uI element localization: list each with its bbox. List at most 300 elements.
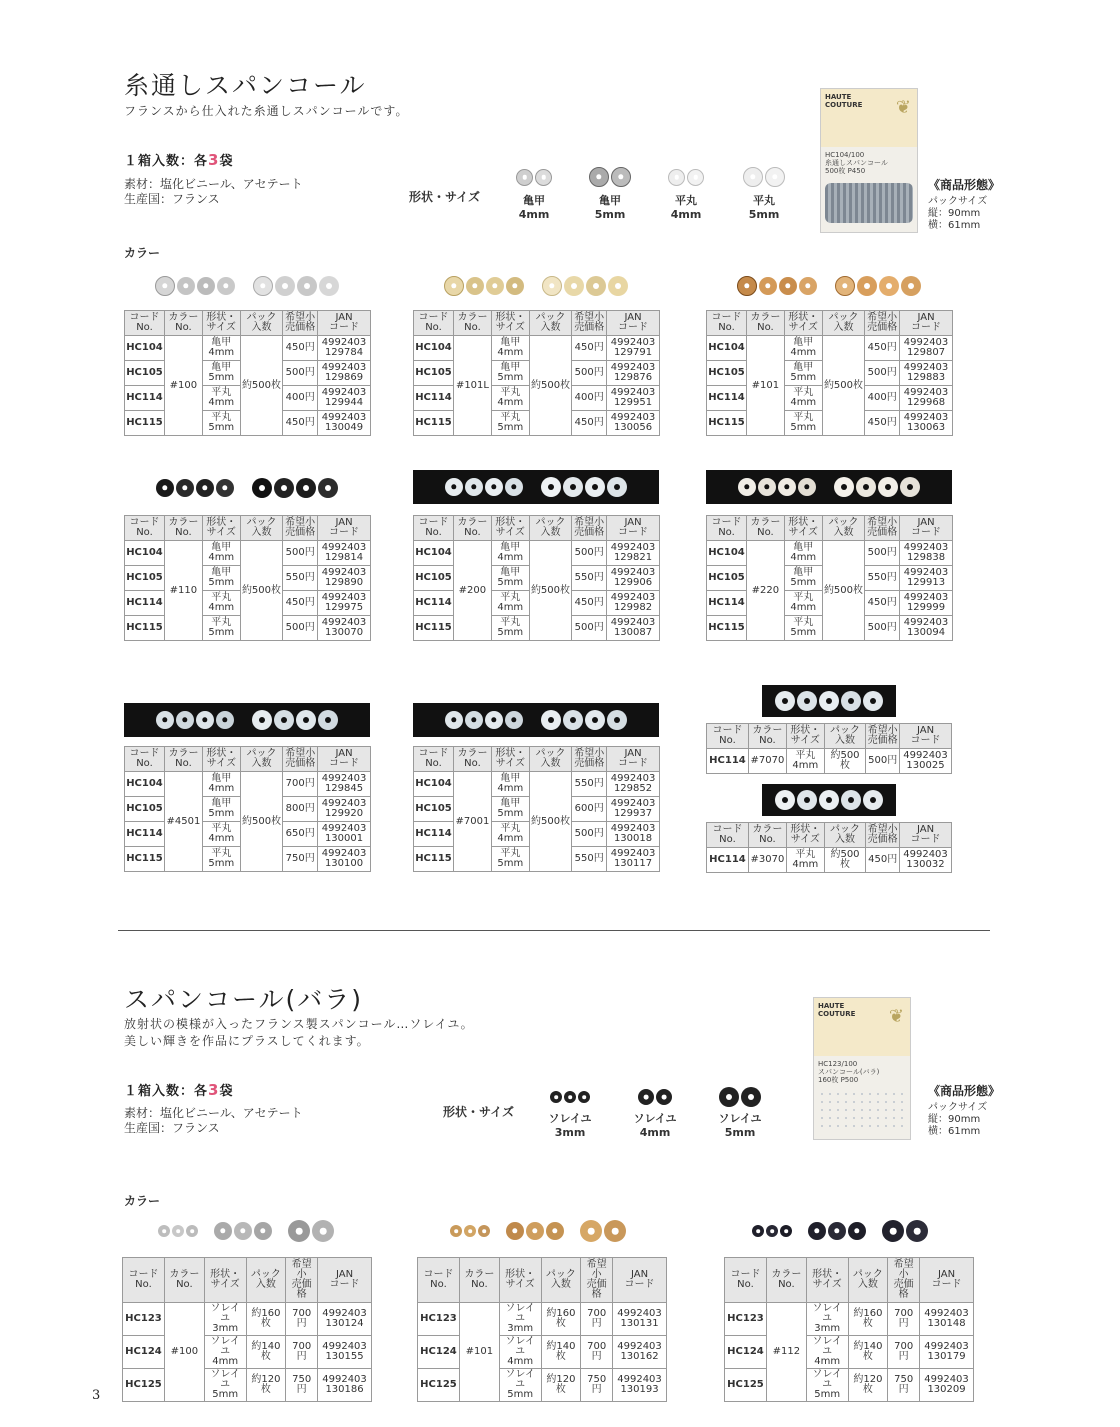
header-color: カラー No. [459, 1258, 499, 1303]
soleil-sequin-icon [620, 1082, 690, 1112]
jan-code: 4992403 130063 [900, 411, 953, 436]
jan-code: 4992403 129814 [318, 541, 371, 566]
header-jan: JAN コード [900, 823, 952, 848]
jan-code: 4992403 129968 [900, 386, 953, 411]
section2-color-label: カラー [124, 1194, 161, 1208]
header-code: コード No. [414, 516, 454, 541]
section2-description: 放射状の模様が入ったフランス製スパンコール…ソレイユ。 美しい輝きを作品にプラスしてくれます。 [124, 1017, 474, 1048]
sequin-sample-icon [735, 160, 793, 194]
product-code: HC115 [414, 847, 454, 872]
shape-soleil-5: ソレイユ 5mm [705, 1082, 775, 1140]
page-number: 3 [92, 1388, 101, 1403]
jan-code: 4992403 130117 [607, 847, 660, 872]
header-color: カラー No. [746, 311, 784, 336]
qty-unit: 袋 [219, 154, 234, 169]
shape-size: 亀甲 4mm [202, 541, 240, 566]
shape-size: 平丸 4mm [491, 591, 529, 616]
spec-table [124, 310, 371, 436]
jan-code: 4992403 129821 [607, 541, 660, 566]
section2-qty: １箱入数：各3袋 [124, 1081, 234, 1099]
product-package-image: HAUTE COUTURE ❦ HC104/100 糸通しスパンコール 500枚 P450 [820, 88, 918, 233]
price: 550円 [572, 566, 607, 591]
header-shape: 形状・ サイズ [786, 823, 824, 848]
product-code: HC104 [125, 541, 165, 566]
sequin-sample-icon [657, 160, 715, 194]
sequin-strand-icon [825, 183, 913, 223]
shape-size: 平丸 4mm [202, 822, 240, 847]
color-number: #112 [766, 1303, 806, 1402]
pack-count: 約500枚 [240, 541, 283, 641]
color-number: #100 [164, 1303, 204, 1402]
shape-size: 亀甲 5mm [784, 361, 822, 386]
color-strip-s101 [438, 1218, 638, 1244]
product-code: HC114 [414, 591, 454, 616]
shape-size: 平丸 4mm [784, 386, 822, 411]
header-jan: JAN コード [318, 747, 371, 772]
product-code: HC104 [707, 541, 747, 566]
price: 550円 [572, 847, 607, 872]
color-number: #101L [453, 336, 491, 436]
origin-text: 生産国：フランス [124, 192, 220, 206]
header-jan: JAN コード [900, 724, 952, 749]
spec-table [413, 746, 660, 872]
shape-size: 平丸 4mm [202, 386, 240, 411]
price: 500円 [572, 541, 607, 566]
product-package-image-2: HAUTE COUTURE ❦ HC123/100 スパンコール(バラ) 160枚 P500 [813, 997, 911, 1140]
header-price: 希望小 売価格 [581, 1258, 613, 1303]
header-code: コード No. [414, 747, 454, 772]
table-row: HC125 ソレイユ 5mm 約120枚 750円 4992403 130186 [123, 1369, 372, 1402]
jan-code: 4992403 129944 [318, 386, 371, 411]
header-pack: パック 入数 [529, 311, 572, 336]
price: 450円 [865, 591, 900, 616]
color-strip-3070 [762, 784, 896, 816]
qty-number: 3 [208, 151, 220, 169]
sequin-sample-icon [581, 160, 639, 194]
color-strip-100 [124, 272, 370, 300]
header-shape: 形状・ サイズ [784, 311, 822, 336]
price: 500円 [283, 361, 318, 386]
price: 650円 [283, 822, 318, 847]
header-color: カラー No. [748, 724, 786, 749]
header-price: 希望小 売価格 [283, 516, 318, 541]
section1-shape-row [505, 160, 805, 225]
product-code: HC114 [707, 591, 747, 616]
shape-size: 亀甲 5mm [491, 566, 529, 591]
product-code: HC105 [707, 566, 747, 591]
header-shape: 形状・ サイズ [491, 747, 529, 772]
product-code: HC114 [125, 591, 165, 616]
product-code: HC105 [707, 361, 747, 386]
header-pack: パック 入数 [822, 516, 865, 541]
header-price: 希望小 売価格 [572, 516, 607, 541]
price: 500円 [572, 616, 607, 641]
price: 500円 [572, 822, 607, 847]
price: 500円 [865, 361, 900, 386]
color-number: #7001 [453, 772, 491, 872]
header-code: コード No. [707, 724, 749, 749]
jan-code: 4992403 129890 [318, 566, 371, 591]
header-price: 希望小 売価格 [283, 747, 318, 772]
header-code: コード No. [123, 1258, 165, 1303]
product-code: HC114 [707, 386, 747, 411]
table-row [125, 336, 371, 361]
spec-table-small [706, 723, 952, 774]
shape-size: 平丸 5mm [491, 847, 529, 872]
price: 700円 [283, 772, 318, 797]
table-row: HC124 ソレイユ 4mm 約140枚 700円 4992403 130155 [123, 1336, 372, 1369]
shape-hiramaru-5: 平丸 5mm [735, 160, 793, 222]
header-color: カラー No. [164, 516, 202, 541]
header-price: 希望小 売価格 [888, 1258, 920, 1303]
table-row: HC114 #3070 平丸 4mm 約500枚 450円 4992403 130032 [707, 848, 952, 873]
header-color: カラー No. [164, 747, 202, 772]
product-code: HC115 [125, 847, 165, 872]
price: 450円 [572, 411, 607, 436]
shape-size: 平丸 5mm [491, 616, 529, 641]
shape-size: 亀甲 4mm [202, 336, 240, 361]
price: 500円 [572, 361, 607, 386]
product-code: HC105 [125, 566, 165, 591]
header-code: コード No. [414, 311, 454, 336]
section2-package-info: 《商品形態》 パックサイズ 縦：90mm 横：61mm [928, 1084, 1001, 1137]
product-code: HC104 [414, 541, 454, 566]
header-code: コード No. [418, 1258, 460, 1303]
product-code: HC104 [125, 772, 165, 797]
leaf-icon: ❦ [895, 97, 911, 118]
jan-code: 4992403 129906 [607, 566, 660, 591]
pack-count: 約500枚 [240, 772, 283, 872]
shape-size: 平丸 5mm [491, 411, 529, 436]
section2-specs: 素材：塩化ビニール、アセテート 生産国：フランス [124, 1106, 303, 1135]
header-shape: 形状・ サイズ [786, 724, 824, 749]
header-pack: パック 入数 [824, 823, 866, 848]
header-color: カラー No. [746, 516, 784, 541]
product-code: HC114 [414, 822, 454, 847]
jan-code: 4992403 129883 [900, 361, 953, 386]
price: 500円 [865, 616, 900, 641]
header-pack: パック 入数 [541, 1258, 581, 1303]
header-shape: 形状・ サイズ [806, 1258, 848, 1303]
jan-code: 4992403 129999 [900, 591, 953, 616]
color-strip-s100 [146, 1218, 346, 1244]
header-pack: パック 入数 [240, 311, 283, 336]
product-code: HC115 [414, 616, 454, 641]
header-price: 希望小 売価格 [572, 311, 607, 336]
header-code: コード No. [707, 311, 747, 336]
price: 450円 [865, 411, 900, 436]
jan-code: 4992403 129845 [318, 772, 371, 797]
color-number: #4501 [164, 772, 202, 872]
shape-size: 平丸 4mm [491, 386, 529, 411]
product-code: HC105 [414, 797, 454, 822]
header-shape: 形状・ サイズ [204, 1258, 246, 1303]
header-color: カラー No. [453, 311, 491, 336]
shape-size: 亀甲 4mm [491, 541, 529, 566]
table-row: HC125 ソレイユ 5mm 約120枚 750円 4992403 130193 [418, 1369, 667, 1402]
color-strip-101 [706, 272, 952, 300]
header-jan: JAN コード [607, 516, 660, 541]
product-code: HC115 [125, 616, 165, 641]
jan-code: 4992403 129982 [607, 591, 660, 616]
jan-code: 4992403 129784 [318, 336, 371, 361]
shape-size: 平丸 5mm [202, 411, 240, 436]
jan-code: 4992403 129791 [607, 336, 660, 361]
header-price: 希望小 売価格 [866, 724, 900, 749]
shape-size: 亀甲 4mm [784, 541, 822, 566]
section1-subtitle: フランスから仕入れた糸通しスパンコールです。 [124, 104, 409, 118]
header-shape: 形状・ サイズ [202, 747, 240, 772]
section-divider [118, 930, 990, 931]
product-code: HC105 [414, 361, 454, 386]
product-code: HC105 [125, 797, 165, 822]
section1-title: 糸通しスパンコール [124, 71, 367, 100]
jan-code: 4992403 129869 [318, 361, 371, 386]
shape-kikko-4: 亀甲 4mm [505, 160, 563, 222]
color-strip-7001 [413, 703, 659, 737]
color-number: #101 [746, 336, 784, 436]
jan-code: 4992403 130100 [318, 847, 371, 872]
header-code: コード No. [725, 1258, 767, 1303]
header-code: コード No. [125, 311, 165, 336]
jan-code: 4992403 129838 [900, 541, 953, 566]
header-jan: JAN コード [607, 311, 660, 336]
sequin-sample-icon [505, 160, 563, 194]
shape-size: 平丸 4mm [491, 822, 529, 847]
header-pack: パック 入数 [848, 1258, 888, 1303]
product-code: HC105 [125, 361, 165, 386]
price: 400円 [283, 386, 318, 411]
shape-soleil-3: ソレイユ 3mm [535, 1082, 605, 1140]
shape-size: 平丸 4mm [784, 591, 822, 616]
shape-size: 平丸 5mm [784, 411, 822, 436]
color-number: #200 [453, 541, 491, 641]
jan-code: 4992403 129920 [318, 797, 371, 822]
spec-table [706, 310, 953, 436]
section1-color-label: カラー [124, 246, 161, 260]
price: 450円 [865, 336, 900, 361]
spec-table [413, 515, 660, 641]
loose-sequins-icon [818, 1090, 906, 1130]
brand-logo: HAUTE COUTURE [825, 93, 863, 109]
shape-hiramaru-4: 平丸 4mm [657, 160, 715, 222]
jan-code: 4992403 129951 [607, 386, 660, 411]
product-code: HC104 [125, 336, 165, 361]
product-code: HC115 [125, 411, 165, 436]
header-jan: JAN コード [318, 1258, 372, 1303]
header-code: コード No. [707, 516, 747, 541]
shape-kikko-5: 亀甲 5mm [581, 160, 639, 222]
header-jan: JAN コード [318, 516, 371, 541]
price: 500円 [865, 541, 900, 566]
table-row: HC123 #100 ソレイユ 3mm 約160枚 700円 4992403 130124 [123, 1303, 372, 1336]
jan-code: 4992403 130018 [607, 822, 660, 847]
shape-size: 亀甲 4mm [202, 772, 240, 797]
pack-count: 約500枚 [822, 336, 865, 436]
product-code: HC104 [414, 772, 454, 797]
price: 750円 [283, 847, 318, 872]
jan-code: 4992403 130049 [318, 411, 371, 436]
color-strip-7070 [762, 685, 896, 717]
header-jan: JAN コード [607, 747, 660, 772]
color-strip-101L [413, 272, 659, 300]
jan-code: 4992403 130001 [318, 822, 371, 847]
header-pack: パック 入数 [240, 516, 283, 541]
header-price: 希望小 売価格 [865, 516, 900, 541]
pack-count: 約500枚 [240, 336, 283, 436]
header-shape: 形状・ サイズ [202, 516, 240, 541]
table-row [414, 541, 660, 566]
price: 500円 [283, 616, 318, 641]
spec-table-soleil [417, 1257, 667, 1402]
shape-soleil-4: ソレイユ 4mm [620, 1082, 690, 1140]
section1-package-info: 《商品形態》 パックサイズ 縦：90mm 横：61mm [928, 178, 1001, 231]
brand-logo: HAUTE COUTURE [818, 1002, 856, 1018]
price: 500円 [283, 541, 318, 566]
price: 450円 [572, 591, 607, 616]
shape-size: 亀甲 5mm [202, 566, 240, 591]
product-code: HC115 [707, 411, 747, 436]
shape-size: 亀甲 5mm [784, 566, 822, 591]
table-row: HC123 #112 ソレイユ 3mm 約160枚 700円 4992403 130148 [725, 1303, 974, 1336]
table-row: HC124 ソレイユ 4mm 約140枚 700円 4992403 130162 [418, 1336, 667, 1369]
header-jan: JAN コード [318, 311, 371, 336]
price: 450円 [283, 591, 318, 616]
table-row [125, 772, 371, 797]
table-row: HC124 ソレイユ 4mm 約140枚 700円 4992403 130179 [725, 1336, 974, 1369]
section1-specs [124, 177, 303, 207]
table-row [414, 772, 660, 797]
price: 550円 [865, 566, 900, 591]
jan-code: 4992403 129937 [607, 797, 660, 822]
qty-label: １箱入数：各 [124, 154, 209, 169]
jan-code: 4992403 130087 [607, 616, 660, 641]
jan-code: 4992403 129975 [318, 591, 371, 616]
spec-table-small [706, 822, 952, 873]
shape-size: 平丸 5mm [784, 616, 822, 641]
color-number: #100 [164, 336, 202, 436]
table-row [707, 336, 953, 361]
price: 600円 [572, 797, 607, 822]
price: 800円 [283, 797, 318, 822]
header-color: カラー No. [766, 1258, 806, 1303]
header-color: カラー No. [748, 823, 786, 848]
header-jan: JAN コード [900, 516, 953, 541]
color-number: #110 [164, 541, 202, 641]
jan-code: 4992403 130056 [607, 411, 660, 436]
material-text: 素材：塩化ビニール、アセテート [124, 177, 303, 191]
spec-table-soleil [122, 1257, 372, 1402]
product-code: HC114 [125, 386, 165, 411]
section2-shape-label: 形状・サイズ [443, 1105, 515, 1119]
price: 550円 [572, 772, 607, 797]
shape-size: 亀甲 4mm [491, 772, 529, 797]
pack-count: 約500枚 [529, 772, 572, 872]
header-jan: JAN コード [920, 1258, 974, 1303]
header-color: カラー No. [453, 747, 491, 772]
header-pack: パック 入数 [824, 724, 866, 749]
pack-count: 約500枚 [529, 336, 572, 436]
color-strip-s112 [740, 1218, 940, 1244]
price: 550円 [283, 566, 318, 591]
jan-code: 4992403 130070 [318, 616, 371, 641]
price: 400円 [865, 386, 900, 411]
color-strip-110 [124, 476, 370, 500]
soleil-sequin-icon [705, 1082, 775, 1112]
spec-table [706, 515, 953, 641]
product-code: HC104 [707, 336, 747, 361]
table-row [707, 541, 953, 566]
header-color: カラー No. [164, 311, 202, 336]
header-pack: パック 入数 [529, 747, 572, 772]
header-pack: パック 入数 [822, 311, 865, 336]
header-price: 希望小 売価格 [866, 823, 900, 848]
header-pack: パック 入数 [240, 747, 283, 772]
section1-qty [124, 150, 233, 169]
product-code: HC105 [414, 566, 454, 591]
pack-count: 約500枚 [822, 541, 865, 641]
shape-size: 平丸 5mm [202, 616, 240, 641]
price: 450円 [572, 336, 607, 361]
header-price: 希望小 売価格 [865, 311, 900, 336]
section2-title: スパンコール(バラ) [124, 985, 364, 1014]
jan-code: 4992403 130094 [900, 616, 953, 641]
color-number: #220 [746, 541, 784, 641]
header-jan: JAN コード [900, 311, 953, 336]
header-code: コード No. [707, 823, 749, 848]
header-shape: 形状・ サイズ [202, 311, 240, 336]
color-strip-4501 [124, 703, 370, 737]
color-strip-220 [706, 470, 952, 504]
header-shape: 形状・ サイズ [491, 311, 529, 336]
shape-size: 平丸 5mm [202, 847, 240, 872]
table-row: HC123 #101 ソレイユ 3mm 約160枚 700円 4992403 130131 [418, 1303, 667, 1336]
shape-size: 平丸 4mm [202, 591, 240, 616]
shape-size: 亀甲 5mm [491, 797, 529, 822]
table-row: HC114 #7070 平丸 4mm 約500枚 500円 4992403 130025 [707, 749, 952, 774]
header-code: コード No. [125, 516, 165, 541]
spec-table-soleil [724, 1257, 974, 1402]
jan-code: 4992403 129807 [900, 336, 953, 361]
header-price: 希望小 売価格 [283, 311, 318, 336]
product-code: HC114 [414, 386, 454, 411]
price: 450円 [283, 336, 318, 361]
header-code: コード No. [125, 747, 165, 772]
header-shape: 形状・ サイズ [499, 1258, 541, 1303]
shape-size: 亀甲 5mm [202, 797, 240, 822]
spec-table [413, 310, 660, 436]
header-shape: 形状・ サイズ [784, 516, 822, 541]
table-row [125, 541, 371, 566]
section1-shape-label: 形状・サイズ [409, 190, 481, 204]
color-number: #101 [459, 1303, 499, 1402]
price: 450円 [283, 411, 318, 436]
header-price: 希望小 売価格 [286, 1258, 318, 1303]
leaf-icon: ❦ [888, 1006, 904, 1027]
jan-code: 4992403 129852 [607, 772, 660, 797]
spec-table [124, 515, 371, 641]
jan-code: 4992403 129913 [900, 566, 953, 591]
header-pack: パック 入数 [529, 516, 572, 541]
product-code: HC104 [414, 336, 454, 361]
jan-code: 4992403 129876 [607, 361, 660, 386]
shape-size: 亀甲 5mm [491, 361, 529, 386]
pack-count: 約500枚 [529, 541, 572, 641]
shape-size: 亀甲 4mm [491, 336, 529, 361]
product-code: HC114 [125, 822, 165, 847]
color-strip-200 [413, 470, 659, 504]
product-code: HC115 [414, 411, 454, 436]
